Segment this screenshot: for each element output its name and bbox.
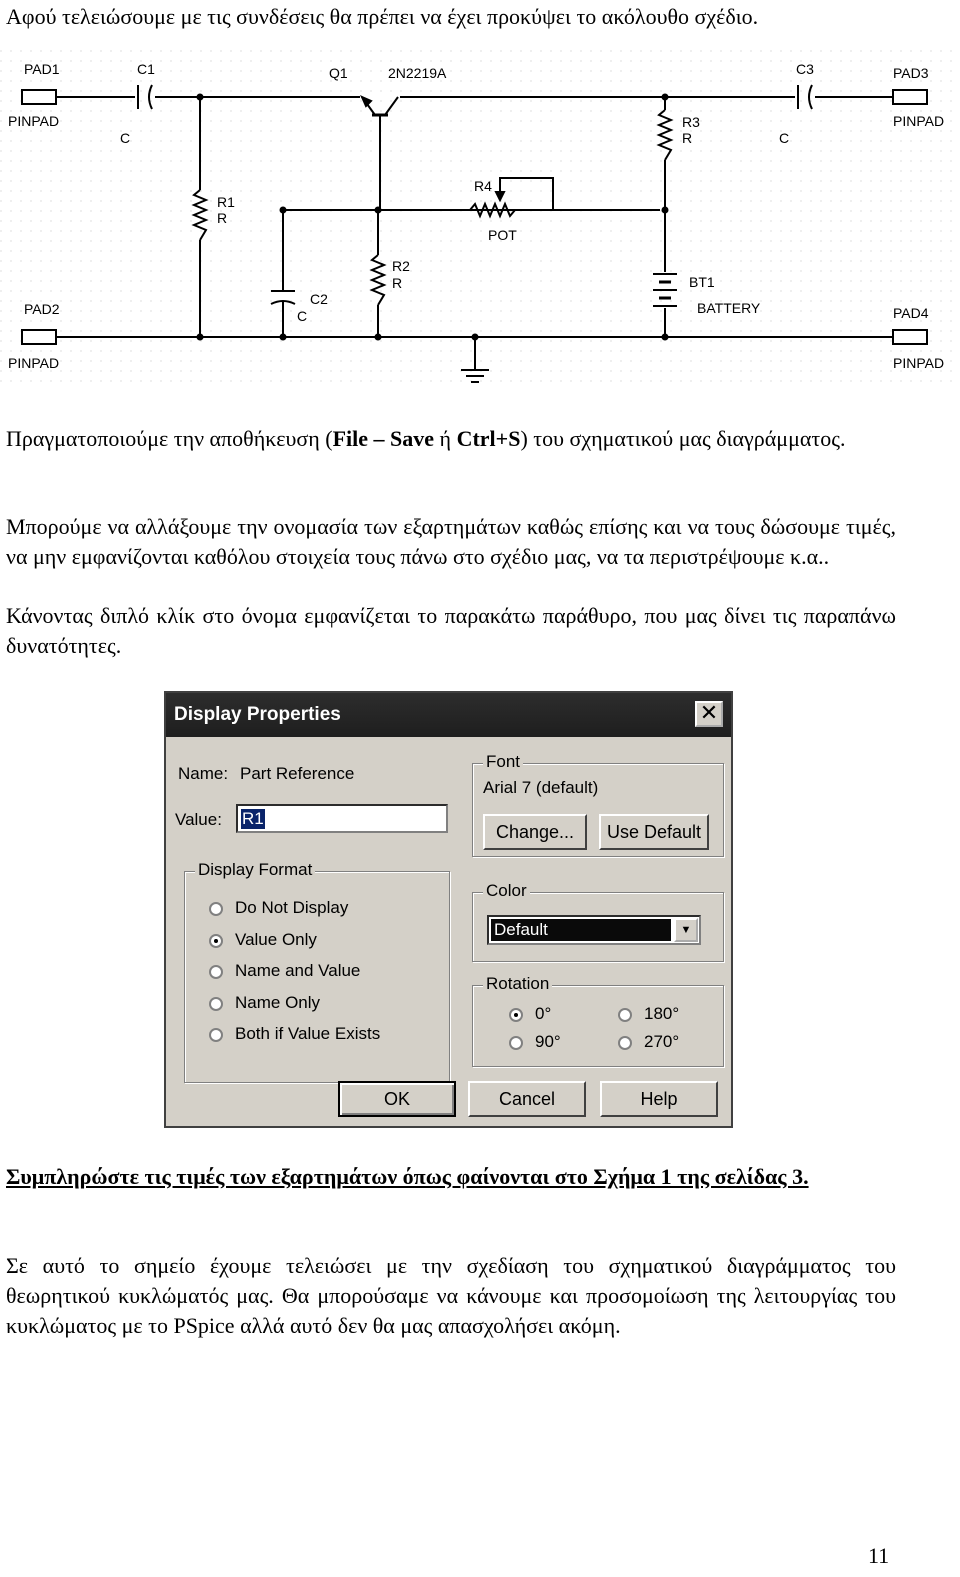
page-number: 11 [868,1543,890,1568]
save-text-b: ) του σχηματικού μας διαγράμματος. [520,426,846,451]
color-select[interactable] [487,915,701,945]
save-or: ή [434,426,457,451]
rotation-group [472,974,724,1067]
ok-button[interactable]: OK [338,1081,456,1117]
font-current: Arial 7 (default) [483,778,599,797]
pad4-symbol [893,330,927,344]
dialog-titlebar[interactable] [166,693,731,737]
save-file: File [332,426,369,451]
radio-name-only[interactable] [209,997,223,1011]
closing-paragraph: Σε αυτό το σημείο έχουμε τελειώσει με την σχεδίαση του σχηματικού διαγράμματος του θεωρητικού κυκλώματός μας. Θα μπορούσαμε να κάνουμε και προσομοίωση της λειτουργίας του κυκλώματος με το PSpice αλλά αυτό δεν θα μας απασχολήσει ακόμη. [6,1253,896,1338]
pad3-type: PINPAD [893,113,945,129]
pad3-symbol [893,90,927,104]
save-ctrl: Ctrl+S [456,426,521,451]
circuit-schematic [0,40,960,400]
display-properties-dialog [164,691,733,1128]
pad2-symbol [22,330,56,344]
pad2-label: PAD2 [24,301,60,317]
bt1-value: BATTERY [697,300,761,316]
task-paragraph: Συμπληρώστε τις τιμές των εξαρτημάτων όπως φαίνονται στο Σχήμα 1 της σελίδας 3. [6,1164,809,1189]
font-group [472,752,724,857]
rotation-270-label: 270° [644,1032,680,1051]
doubleclick-paragraph: Κάνοντας διπλό κλίκ στο όνομα εμφανίζεται το παρακάτω παράθυρο, που μας δίνει τις παραπάνω δυνατότητες. [6,603,896,658]
font-title: Font [483,752,523,772]
value-label: Value: [175,810,222,829]
use-default-button[interactable]: Use Default [599,814,709,850]
color-title: Color [483,881,530,901]
pad1-label: PAD1 [24,61,60,77]
c1-label: C1 [137,61,155,77]
radio-rotation-270[interactable] [618,1036,632,1050]
close-button[interactable] [695,701,723,727]
c2-label: C2 [310,291,328,307]
pad1-symbol [22,90,56,104]
rotation-180-label: 180° [644,1004,680,1023]
bt1-label: BT1 [689,274,715,290]
r2-value: R [392,275,403,291]
rotation-title: Rotation [483,974,552,994]
save-paragraph [6,424,896,454]
display-format-group [184,860,450,1083]
option-name-and-value: Name and Value [235,961,361,980]
value-input[interactable] [236,804,448,833]
r3-label: R3 [682,114,700,130]
close-icon: ✕ [699,700,719,725]
color-selected-value: Default [491,919,671,941]
r1-label: R1 [217,194,235,210]
help-button[interactable]: Help [600,1081,718,1117]
radio-rotation-90[interactable] [509,1036,523,1050]
save-dash: – [368,426,391,451]
radio-rotation-180[interactable] [618,1008,632,1022]
radio-do-not-display[interactable] [209,902,223,916]
value-input-text: R1 [242,809,264,828]
r4-label: R4 [474,178,492,194]
option-value-only: Value Only [235,930,317,949]
save-save: Save [390,426,435,451]
color-group [472,881,724,962]
option-name-only: Name Only [235,993,321,1012]
dropdown-arrow-icon[interactable]: ▼ [674,918,698,942]
q1-label: Q1 [329,65,348,81]
q1-part: 2N2219A [388,65,447,81]
pad2-type: PINPAD [8,355,60,371]
c1-value: C [120,130,131,146]
r4-value: POT [488,227,517,243]
rotation-0-label: 0° [535,1004,552,1023]
c3-label: C3 [796,61,814,77]
option-both-if-value: Both if Value Exists [235,1024,381,1043]
radio-rotation-0[interactable] [509,1008,523,1022]
r2-label: R2 [392,258,410,274]
option-do-not-display: Do Not Display [235,898,349,917]
c3-value: C [779,130,790,146]
schematic-grid [0,50,960,390]
name-value: Part Reference [240,764,355,783]
pad4-label: PAD4 [893,305,929,321]
radio-both-if-value[interactable] [209,1028,223,1042]
dialog-title: Display Properties [174,704,341,725]
intro-paragraph: Αφού τελειώσουμε με τις συνδέσεις θα πρέπει να έχει προκύψει το ακόλουθο σχέδιο. [6,4,759,29]
radio-value-only[interactable] [209,934,223,948]
pad4-type: PINPAD [893,355,945,371]
radio-name-and-value[interactable] [209,965,223,979]
rename-paragraph: Μπορούμε να αλλάξουμε την ονομασία των εξαρτημάτων καθώς επίσης και να τους δώσουμε τιμές, να μην εμφανίζονται καθόλου στοιχεία τους πάνω στο σχέδιο μας, να τα περιστρέψουμε κ.α.. [6,514,896,569]
pad3-label: PAD3 [893,65,929,81]
pad1-type: PINPAD [8,113,60,129]
c2-value: C [297,308,308,324]
cancel-button[interactable]: Cancel [468,1081,586,1117]
rotation-90-label: 90° [535,1032,561,1051]
name-label: Name: [178,764,229,783]
save-text-a: Πραγματοποιούμε την αποθήκευση ( [6,426,333,451]
r3-value: R [682,130,693,146]
r1-value: R [217,210,228,226]
change-font-button[interactable]: Change... [483,814,587,850]
display-format-title: Display Format [195,860,315,880]
